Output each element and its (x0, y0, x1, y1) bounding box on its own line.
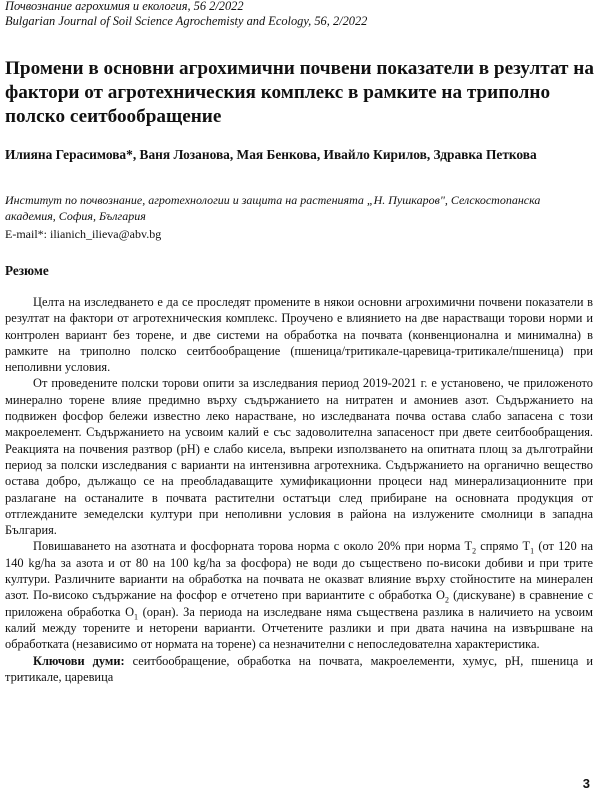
abstract-paragraph-1: Целта на изследването е да се проследят промените в някои основни агрохимични почвени показатели в резултат на фактори от агротехническия комплекс. Проучено е влиянието на две нарастващи торови норми и контролен вариант без торене, и две системи на обработка на почвата (конвенционална и минимална) в рамките на триполно полско сеитбообращение (пшеница/тритикале-царевица-тритикале/пшеница) при неполивни условия. (5, 295, 593, 375)
keywords-label: Ключови думи: (33, 653, 125, 668)
abstract-heading: Резюме (5, 263, 49, 278)
affiliation: Институт по почвознание, агротехнологии и защита на растенията „Н. Пушкаров", Селскостопанска академия, София, България (5, 193, 541, 223)
journal-line-english: Bulgarian Journal of Soil Science Agrochemisty and Ecology, 56, 2/2022 (5, 14, 368, 28)
email-label: E-mail* (5, 227, 44, 241)
keywords-list: сеитбообращение, обработка на почвата, макроелементи, хумус, pH, пшеница и тритикале, царевица (5, 653, 593, 684)
author-list: Илияна Герасимова*, Ваня Лозанова, Мая Бенкова, Ивайло Кирилов, Здравка Петкова (5, 147, 537, 162)
abstract-paragraph-2: От проведените полски торови опити за изследвания период 2019-2021 г. е установено, че приложеното минерално торене влияе предимно върху съдържанието на нитратен и амониев азот. Съдържанието на подвижен фосфор бележи известно леко нарастване, но изследваната почва остава слабо запасена с този макроелемент. Съдържанието на усвоим калий е със задоволителна запасеност при двете сеитбообращения. Реакцията на почвения разтвор (pH) е слабо кисела, въпреки използването на опитната площ за дълготрайни период за полски изследвания с варианти на интензивна агротехника. Съдържанието на органично вещество остава добро, дължащо се на преобладаващите хумификационни процеси над минерализационните при разлагане на останалите в почвата растителни остатъци след прибиране на основната продукция от отглежданите земеделски култури при неполивни условия в района на излужените смолници в западна България. (5, 376, 593, 538)
email-address: : ilianich_ilieva@abv.bg (43, 227, 162, 241)
email-line (5, 226, 161, 242)
article-title: Промени в основни агрохимични почвени показатели в резултат на фактори от агротехническия комплекс в рамките на триполно полско сеитбообращение (5, 58, 594, 127)
abstract-body (5, 294, 593, 685)
abstract-paragraph-3: Повишаването на азотната и фосфорната торова норма с около 20% при норма $Т_2$ спрямо $Т_1$ (от 120 на 140 kg/ha за азота и от 80 на 100 kg/ha за фосфора) не води до съществено по-високи добиви и при трите култури. Различните варианти на обработка на почвата не оказват влияние върху стойностите на минерален азот. По-високо съдържание на фосфор е отчетено при вариантите с обработка $О_2$ (дискуване) в сравнение с приложена обработка $О_1$ (оран). За периода на изследване няма съществена разлика в наличието на усвоим калий между торените и неторени варианти. Отчетените разлики и при двата начина на извършване на обработката (независимо от нормата на торене) са незначителни с непоследователна характеристика. (5, 539, 593, 652)
keywords-line (5, 653, 593, 686)
journal-line-bulgarian: Почвознание агрохимия и екология, 56 2/2022 (5, 0, 244, 13)
page-number: 3 (582, 776, 590, 791)
